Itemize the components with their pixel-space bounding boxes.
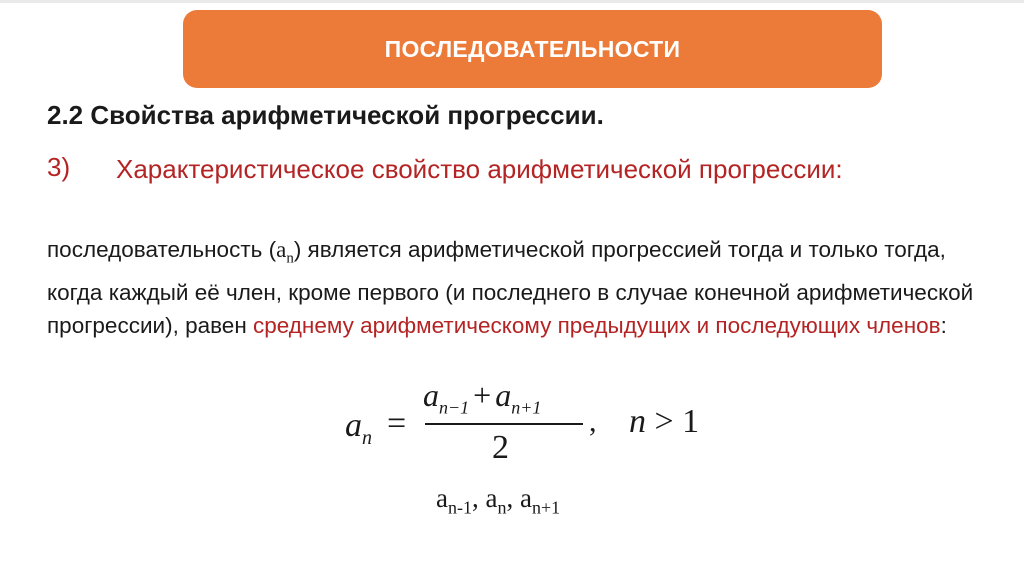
characteristic-formula <box>345 377 745 466</box>
formula-lhs: $a_n$ <box>345 407 372 449</box>
formula-condition: n > 1 <box>629 403 700 440</box>
definition-highlight: среднему арифметическому предыдущих и последующих членов <box>253 312 941 338</box>
list-item-number: 3) <box>47 152 71 182</box>
top-border <box>0 0 1024 3</box>
formula-equals: = <box>387 405 407 442</box>
formula-comma: , <box>589 405 597 438</box>
sequence-symbol: $a_n$ <box>276 237 294 267</box>
list-item-text: Характеристическое свойство арифметической прогрессии: <box>116 154 843 184</box>
section-heading: 2.2 Свойства арифметической прогрессии. <box>47 100 604 130</box>
definition-part2: ) является арифметической прогрессией тогда и только тогда, когда каждый её член, кроме первого (и последнего в случае конечной арифметической прогрессии), равен <box>47 237 974 338</box>
definition-paragraph <box>47 233 987 342</box>
title-banner <box>183 10 882 88</box>
definition-part1: последовательность ( <box>47 237 277 262</box>
neighbor-terms: $a_{n-1}$, $a_n$, $a_{n+1}$ <box>436 483 561 518</box>
formula-numerator: $a_{n-1} + a_{n+1}$ <box>423 377 542 418</box>
banner-title: ПОСЛЕДОВАТЕЛЬНОСТИ <box>384 35 681 62</box>
formula-denominator: 2 <box>492 429 509 466</box>
definition-part3: : <box>940 312 947 338</box>
fraction-bar <box>425 423 583 425</box>
